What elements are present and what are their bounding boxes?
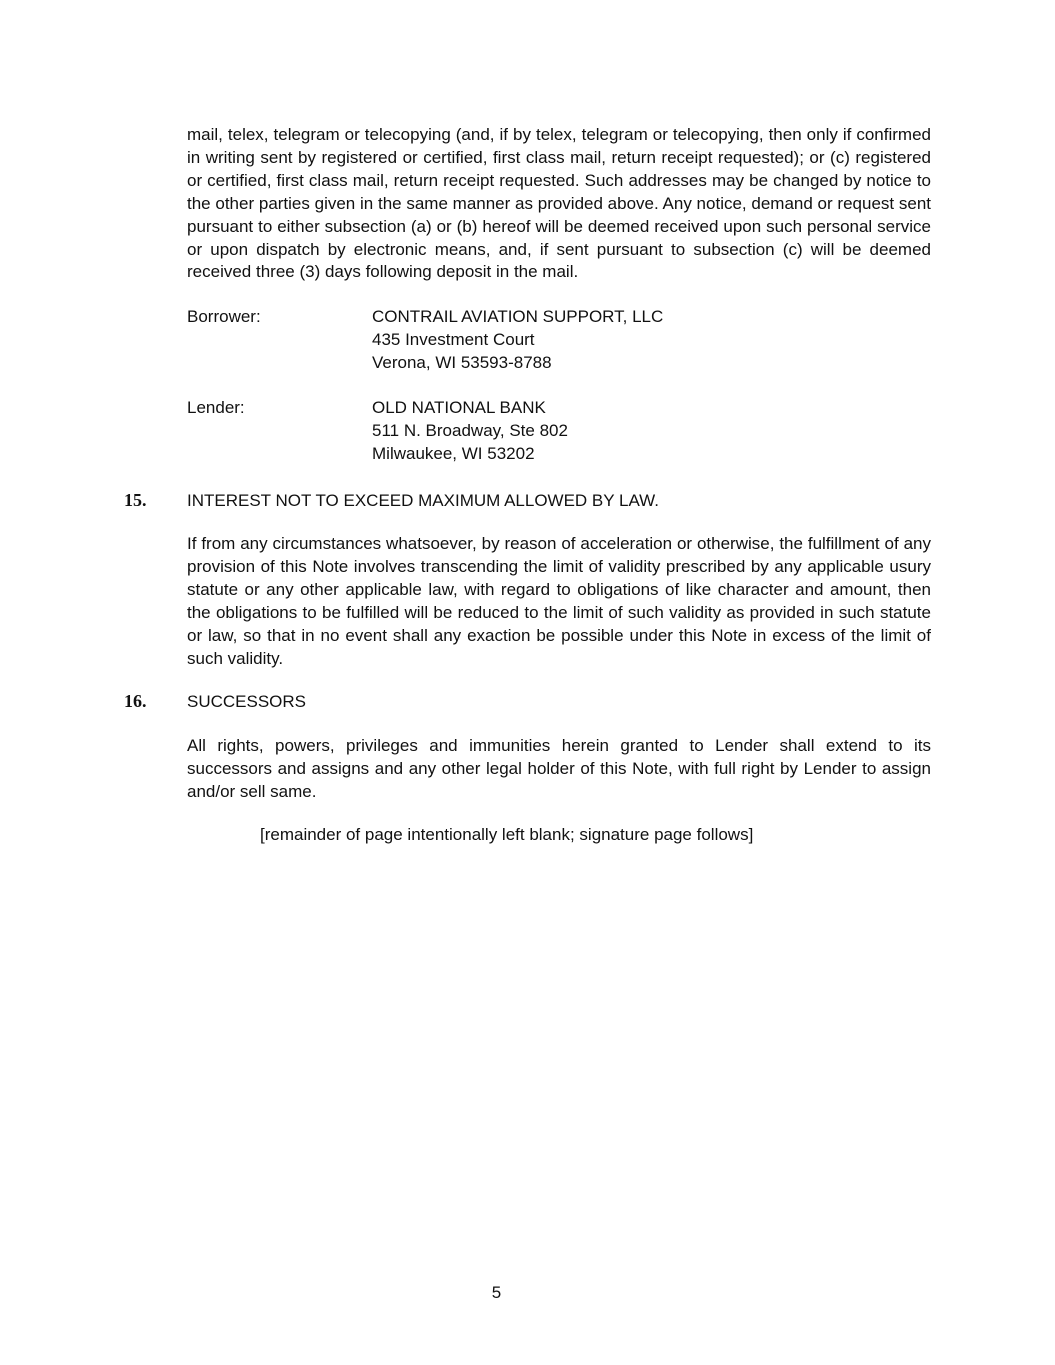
borrower-street: 435 Investment Court <box>372 330 535 349</box>
lender-label: Lender: <box>187 398 245 417</box>
remainder-note: [remainder of page intentionally left blank; signature page follows] <box>260 825 754 844</box>
section-15-heading: INTEREST NOT TO EXCEED MAXIMUM ALLOWED BY LAW. <box>187 491 660 510</box>
section-15-body: If from any circumstances whatsoever, by reason of acceleration or otherwise, the fulfillment of any provision of this Note involves transcending the limit of validity prescribed by any applicable usury statute or any other applicable law, with regard to obligations of like character and amount, then the obligations to be fulfilled will be reduced to the limit of such validity as provided in such statute or law, so that in no event shall any exaction be possible under this Note in excess of the limit of such validity. <box>187 534 931 668</box>
lender-city: Milwaukee, WI 53202 <box>372 444 535 463</box>
lender-address <box>372 396 568 465</box>
borrower-label: Borrower: <box>187 307 261 326</box>
lender-name: OLD NATIONAL BANK <box>372 398 546 417</box>
section-16-body: All rights, powers, privileges and immunities herein granted to Lender shall extend to its successors and assigns and any other legal holder of this Note, with full right by Lender to assign and/or sell same. <box>187 736 931 801</box>
lender-street: 511 N. Broadway, Ste 802 <box>372 421 568 440</box>
borrower-city: Verona, WI 53593-8788 <box>372 353 552 372</box>
borrower-name: CONTRAIL AVIATION SUPPORT, LLC <box>372 307 664 326</box>
borrower-address <box>372 305 663 374</box>
section-15-number: 15. <box>124 490 147 510</box>
section-16-heading: SUCCESSORS <box>187 692 307 711</box>
section-16-number: 16. <box>124 691 147 711</box>
page-number: 5 <box>491 1283 502 1302</box>
intro-paragraph: mail, telex, telegram or telecopying (and, if by telex, telegram or telecopying, then only if confirmed in writing sent by registered or certified, first class mail, return receipt requested); or (c) registered or certified, first class mail, return receipt requested. Such addresses may be changed by notice to the other parties given in the same manner as provided above. Any notice, demand or request sent pursuant to either subsection (a) or (b) hereof will be deemed received upon such personal service or upon dispatch by electronic means, and, if sent pursuant to subsection (c) will be deemed received three (3) days following deposit in the mail. <box>187 125 931 282</box>
